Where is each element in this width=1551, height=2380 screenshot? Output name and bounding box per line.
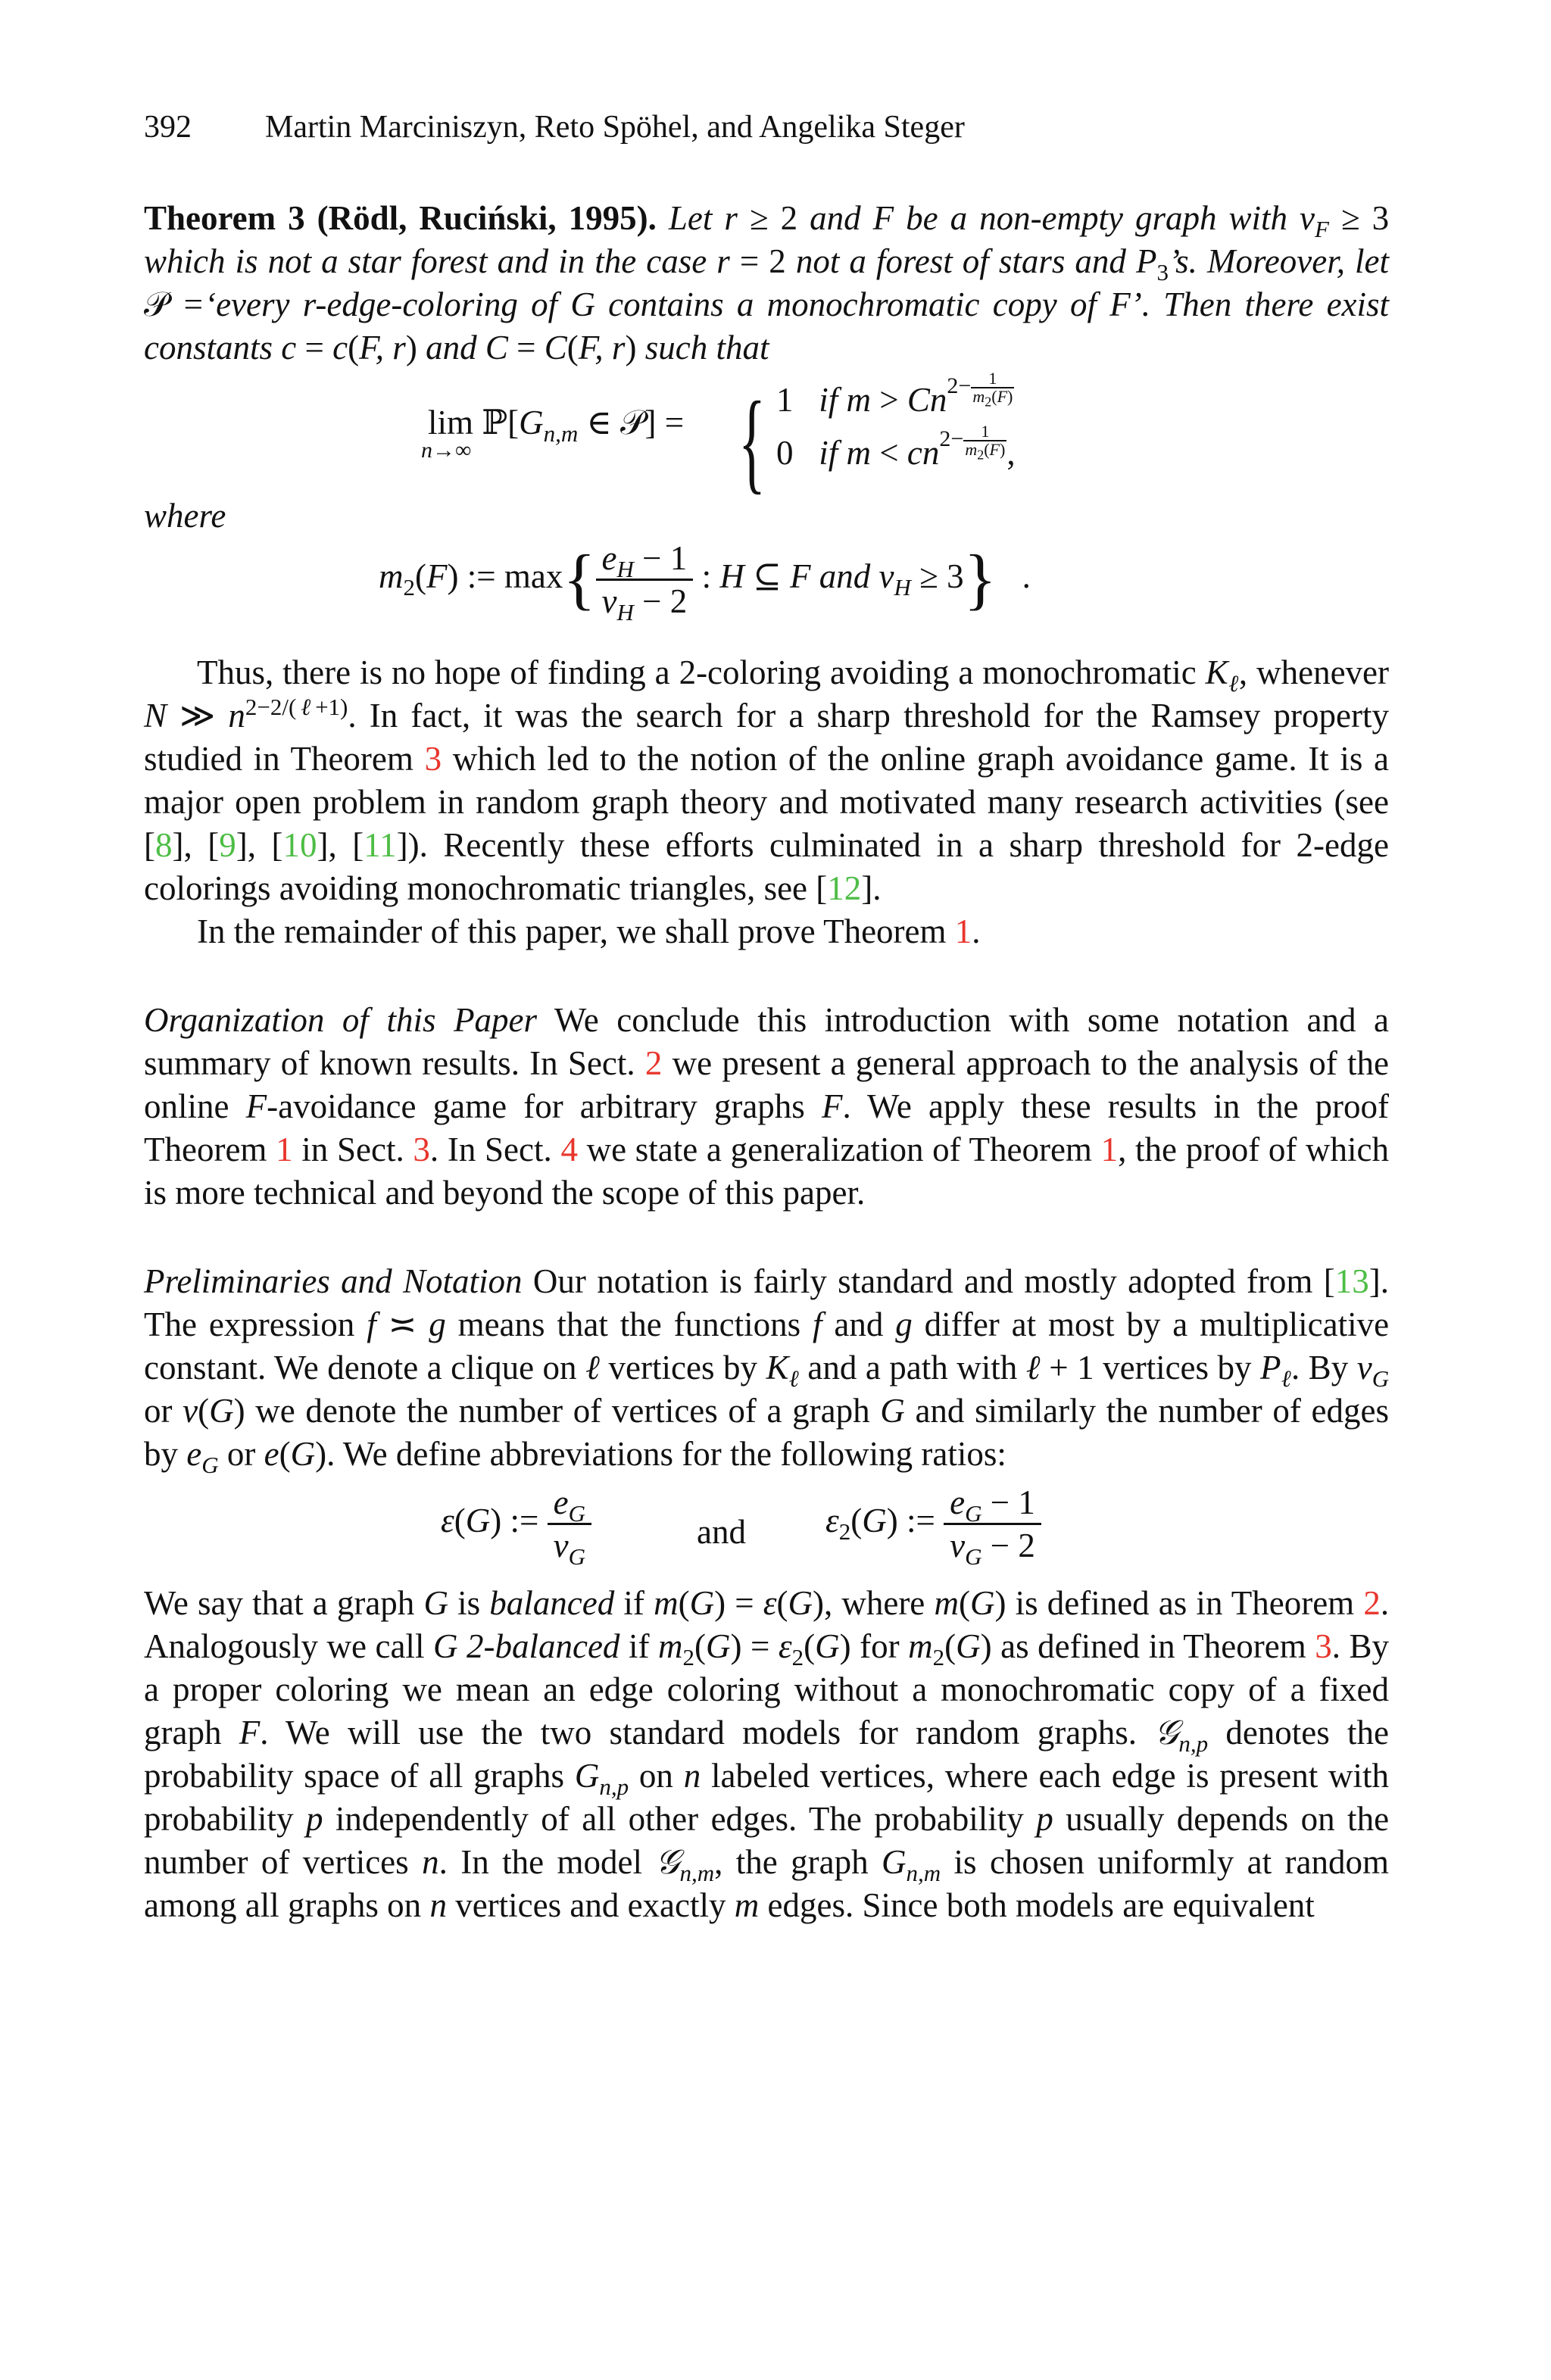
paragraph-balanced: We say that a graph G is balanced if m(G) = ε(G), where m(G) is defined as in Theorem 2. Analogously we call G 2-balanced if $m_2(G) = \varepsilon_2(G)$ for $m_2(G)$ as defined in Theorem 3. By a proper coloring we mean an edge coloring without a monochromatic copy of a fixed graph F. We will use the two standard models for random graphs. 𝒢$_{n,p}$ denotes the probability space of all graphs $G_{n,p}$ on n labeled vertices, where each edge is present with probability p independently of all other edges. The probability p usually depends on the number of vertices n. In the model 𝒢$_{n,m}$, the graph $G_{n,m}$ is chosen uniformly at random among all graphs on n vertices and exactly m edges. Since both models are equivalent xyxy=(144,1584,1390,1924)
m2-definition: $m_2(F)$ := max{ $\frac{e_H - 1}{v_H - 2}$ : H ⊆ F and $v_H \ge 3$} . xyxy=(379,539,1031,625)
header-authors: Martin Marciniszyn, Reto Spöhel, and Angelika Steger xyxy=(265,110,965,145)
ref-theorem-1b[interactable]: 1 xyxy=(276,1131,293,1168)
theorem-3: Theorem 3 (Rödl, Ruciński, 1995). Let r ≥ 2 and F be a non-empty graph with $v_F \ge 3$ which is not a star forest and in the case r = 2 not a forest of stars and $P_3’s$. Moreover, let 𝒫 =‘every r-edge-coloring of G contains a monochromatic copy of F’. Then there exist constants c = c(F, r) and C = C(F, r) such that xyxy=(144,199,1390,367)
paragraph-preliminaries: Preliminaries and Notation Our notation is fairly standard and mostly adopted from [13]. The expression f ≍ g means that the functions f and g differ at most by a multiplicative constant. We denote a clique on ℓ vertices by $K_\ell$ and a path with ℓ + 1 vertices by $P_\ell$. By $v_G$ or v(G) we denote the number of vertices of a graph G and similarly the number of edges by $e_G$ or e(G). We define abbreviations for the following ratios: xyxy=(144,1262,1390,1478)
cite-13[interactable]: 13 xyxy=(1334,1262,1369,1300)
cite-8[interactable]: 8 xyxy=(155,826,173,864)
organization-heading: Organization of this Paper xyxy=(144,1001,538,1039)
preliminaries-heading: Preliminaries and Notation xyxy=(144,1262,523,1300)
cite-9[interactable]: 9 xyxy=(219,826,236,864)
running-header xyxy=(144,106,1389,148)
ref-theorem-2[interactable]: 2 xyxy=(1363,1584,1381,1622)
limit-display: $\lim ℙ[G_{n,m}$ ∈ 𝒫] = n→∞ { 1 if $m > Cn^{2- \frac{1}{m_2(F)}}$ 0 if $m < cn^{2- \frac{1}{m_2(F)}}$ , xyxy=(421,369,1016,504)
ref-theorem-1c[interactable]: 1 xyxy=(1100,1131,1119,1168)
where-label: where xyxy=(144,497,226,535)
paragraph-organization: Organization of this Paper We conclude this introduction with some notation and a summary of known results. In Sect. 2 we present a general approach to the analysis of the online F-avoidance game for arbitrary graphs F. We apply these results in the proof Theorem 1 in Sect. 3. In Sect. 4 we state a generalization of Theorem 1, the proof of which is more technical and beyond the scope of this paper. xyxy=(144,1001,1390,1212)
ref-theorem-3[interactable]: 3 xyxy=(424,740,442,778)
cite-10[interactable]: 10 xyxy=(282,826,317,864)
paragraph-remainder: In the remainder of this paper, we shall prove Theorem 1. xyxy=(197,912,981,950)
paragraph-thus: Thus, there is no hope of finding a 2-coloring avoiding a monochromatic $K_\ell$, whenever N ≫ $n^{2-2/(\ell+1)}$. In fact, it was the search for a sharp threshold for the Ramsey property studied in Theorem 3 which led to the notion of the online graph avoidance game. It is a major open problem in random graph theory and motivated many research activities (see [8], [9], [10], [11]). Recently these efforts culminated in a sharp threshold for 2-edge colorings avoiding monochromatic triangles, see [12]. xyxy=(144,653,1390,907)
theorem-3-label: Theorem 3 (Rödl, Ruciński, 1995). xyxy=(144,199,657,237)
ref-theorem-3b[interactable]: 3 xyxy=(1315,1627,1332,1665)
ref-sect-4[interactable]: 4 xyxy=(560,1131,578,1168)
paper-page xyxy=(144,106,1389,1927)
cite-11[interactable]: 11 xyxy=(364,826,397,864)
ref-sect-3[interactable]: 3 xyxy=(413,1131,430,1168)
ref-sect-2[interactable]: 2 xyxy=(644,1044,663,1082)
ref-theorem-1[interactable]: 1 xyxy=(954,912,972,950)
cite-12[interactable]: 12 xyxy=(827,869,862,907)
page-number: 392 xyxy=(144,110,192,145)
ratio-definitions: ε(G) := $\frac{e_G}{v_G}$ and $\varepsilon_2(G)$ := $\frac{e_G - 1}{v_G - 2}$ xyxy=(144,1476,1389,1582)
